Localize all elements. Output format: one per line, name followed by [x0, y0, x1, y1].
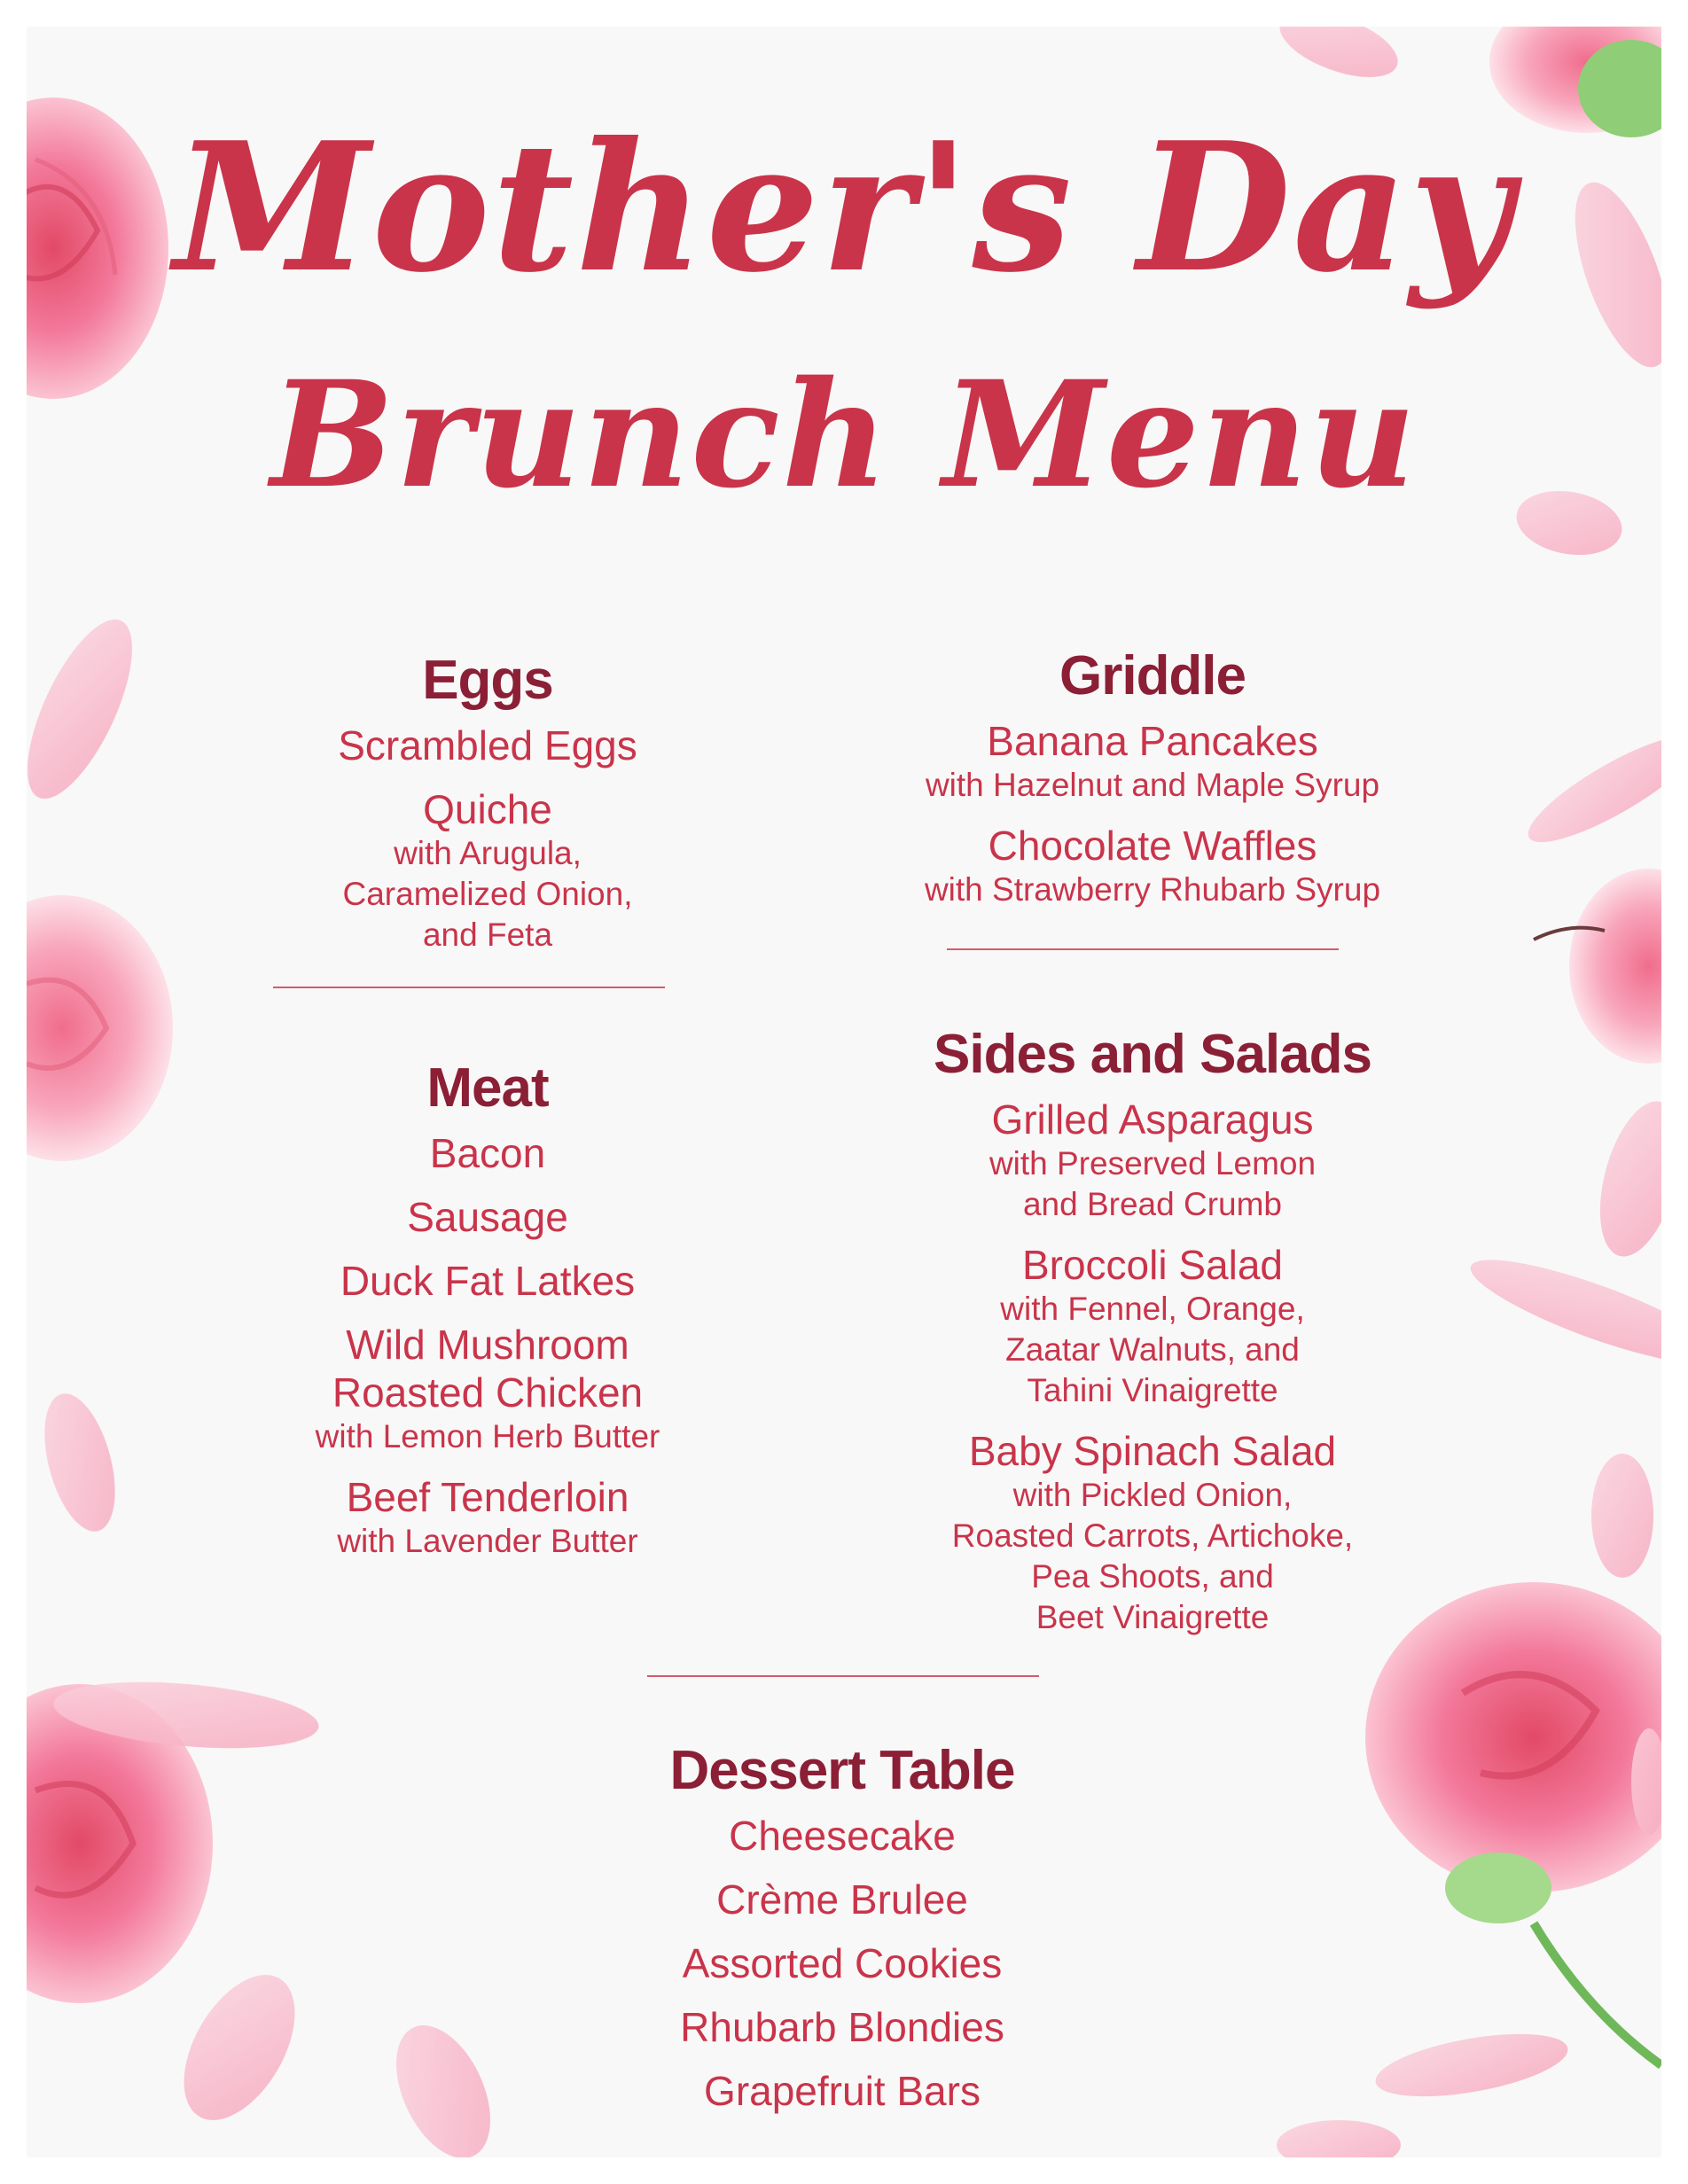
menu-item — [869, 1241, 1436, 1411]
item-name: Sausage — [407, 1194, 568, 1240]
item-name: Rhubarb Blondies — [680, 2004, 1004, 2050]
menu-item — [559, 1812, 1126, 1860]
item-description: with Lemon Herb Butter — [315, 1418, 660, 1455]
menu-item — [248, 1257, 727, 1305]
rose-bottom-right — [1365, 1582, 1661, 2065]
item-description: and Bread Crumb — [1022, 1186, 1283, 1222]
menu-page — [27, 27, 1661, 2157]
section-eggs — [257, 647, 718, 971]
item-description: with Pickled Onion, — [1012, 1477, 1293, 1513]
item-description: Tahini Vinaigrette — [1027, 1372, 1278, 1408]
menu-item — [869, 1427, 1436, 1638]
item-name: Scrambled Eggs — [338, 722, 637, 768]
section-sides-and-salads — [869, 1021, 1436, 1654]
divider-griddle-sides — [947, 948, 1339, 950]
section-meat — [248, 1055, 727, 1578]
item-name: Crème Brulee — [716, 1876, 968, 1923]
item-description: Zaatar Walnuts, and — [1005, 1331, 1300, 1368]
menu-item — [878, 717, 1427, 806]
menu-item — [257, 722, 718, 769]
item-description: with Hazelnut and Maple Syrup — [925, 767, 1380, 803]
item-description: and Feta — [422, 916, 553, 953]
menu-item — [248, 1129, 727, 1177]
section-heading-griddle: Griddle — [1059, 645, 1246, 706]
section-heading-sides: Sides and Salads — [934, 1024, 1372, 1085]
item-name: Broccoli Salad — [1021, 1242, 1284, 1288]
item-description: Roasted Carrots, Artichoke, — [951, 1517, 1354, 1554]
menu-item — [559, 1939, 1126, 1987]
item-description: Caramelized Onion, — [342, 876, 633, 912]
menu-item — [869, 1096, 1436, 1225]
section-heading-meat: Meat — [426, 1057, 549, 1119]
item-name-line-2: Roasted Chicken — [332, 1369, 644, 1416]
item-description: with Preserved Lemon — [989, 1145, 1317, 1182]
item-name: Wild Mushroom — [346, 1322, 629, 1368]
menu-item — [559, 1876, 1126, 1923]
section-heading-dessert: Dessert Table — [669, 1740, 1015, 1801]
item-name: Assorted Cookies — [682, 1940, 1003, 1986]
item-name: Banana Pancakes — [987, 718, 1318, 764]
rose-mid-right — [1534, 869, 1661, 1064]
menu-item — [248, 1193, 727, 1241]
rose-mid-left — [27, 895, 173, 1161]
item-name: Bacon — [429, 1130, 546, 1176]
item-name: Beef Tenderloin — [346, 1474, 629, 1520]
item-description: with Lavender Butter — [337, 1523, 638, 1559]
item-description: with Strawberry Rhubarb Syrup — [924, 871, 1381, 908]
menu-item — [248, 1473, 727, 1562]
item-name: Chocolate Waffles — [988, 823, 1317, 869]
menu-item — [878, 822, 1427, 910]
item-name: Duck Fat Latkes — [340, 1258, 636, 1304]
section-griddle — [878, 643, 1427, 926]
item-name: Cheesecake — [729, 1813, 956, 1859]
divider-dessert — [647, 1675, 1039, 1677]
item-description: with Fennel, Orange, — [1000, 1291, 1305, 1327]
menu-title-line-1: Mother's Day — [174, 104, 1514, 312]
item-name: Grilled Asparagus — [991, 1096, 1314, 1143]
menu-item — [248, 1321, 727, 1457]
item-description: Pea Shoots, and — [1031, 1558, 1274, 1595]
item-name: Quiche — [423, 786, 552, 832]
divider-eggs-meat — [273, 987, 665, 988]
item-description: Beet Vinaigrette — [1035, 1599, 1270, 1635]
menu-item — [257, 785, 718, 956]
section-heading-eggs: Eggs — [422, 650, 553, 711]
menu-title-line-2: Brunch Menu — [270, 348, 1418, 520]
item-name: Baby Spinach Salad — [968, 1428, 1337, 1474]
menu-item — [559, 2003, 1126, 2051]
section-dessert-table — [559, 1737, 1126, 2131]
item-name: Grapefruit Bars — [704, 2068, 981, 2114]
menu-item — [559, 2067, 1126, 2115]
item-description: with Arugula, — [394, 835, 582, 871]
